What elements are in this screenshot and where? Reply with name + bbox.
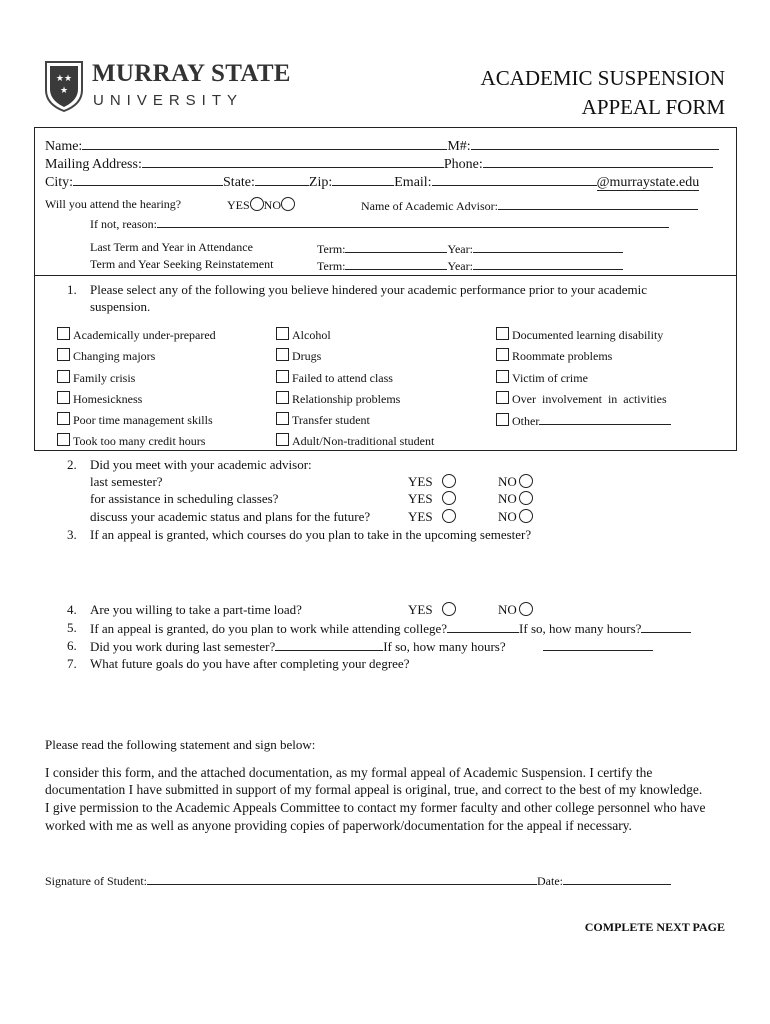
signature-field[interactable] xyxy=(147,872,537,885)
option-label: Relationship problems xyxy=(292,392,401,406)
logo-subtitle: UNIVERSITY xyxy=(93,92,244,109)
q4-no-label: NO xyxy=(498,602,517,617)
svg-text:★: ★ xyxy=(59,86,69,96)
q2-yes-radio[interactable] xyxy=(442,474,456,488)
svg-text:★★: ★★ xyxy=(55,74,73,84)
q7-number: 7. xyxy=(67,656,77,671)
logo-name: MURRAY STATE xyxy=(92,60,291,87)
q2-yes-radio[interactable] xyxy=(442,509,456,523)
q2-yes-radio[interactable] xyxy=(442,491,456,505)
zip-label: Zip: xyxy=(308,175,333,190)
q1-option[interactable] xyxy=(57,391,142,407)
q1-option[interactable] xyxy=(496,412,671,429)
option-label: Transfer student xyxy=(292,413,370,427)
statement-line1: I consider this form, and the attached documentation, as my formal appeal of Academic Suspension. I certify the xyxy=(45,765,653,780)
statement-line4: worked with me as well as anyone providing copies of paperwork/documentation for the appeal if necessary. xyxy=(45,818,632,833)
checkbox[interactable] xyxy=(276,327,289,340)
q5-hours-field[interactable] xyxy=(641,620,691,633)
q5-text: If an appeal is granted, do you plan to work while attending college? xyxy=(90,621,448,636)
seek-term-term-label: Term: xyxy=(317,259,346,273)
complete-next-page: COMPLETE NEXT PAGE xyxy=(584,920,725,934)
email-domain: @murraystate.edu xyxy=(596,175,700,190)
phone-field[interactable] xyxy=(483,155,713,168)
state-label: State: xyxy=(223,175,255,190)
checkbox[interactable] xyxy=(496,370,509,383)
checkbox[interactable] xyxy=(276,348,289,361)
q2-no-radio[interactable] xyxy=(519,491,533,505)
q3-text: If an appeal is granted, which courses do you plan to take in the upcoming semester? xyxy=(90,527,532,542)
q1-option[interactable] xyxy=(496,348,612,364)
q2-number: 2. xyxy=(67,457,77,472)
hearing-yes-label: YES xyxy=(227,198,250,212)
seek-term-field[interactable] xyxy=(345,257,447,270)
q1-text-line1: Please select any of the following you believe hindered your academic performance prior to your academic xyxy=(90,282,647,297)
name-label: Name: xyxy=(45,139,83,154)
option-label: Drugs xyxy=(292,349,322,363)
last-term-year-label: Year: xyxy=(447,242,473,256)
q1-option[interactable] xyxy=(57,327,216,343)
q7-text: What future goals do you have after completing your degree? xyxy=(90,656,410,671)
m-number-label: M#: xyxy=(447,139,471,154)
q1-option[interactable] xyxy=(496,327,663,343)
q1-option[interactable] xyxy=(496,370,588,386)
q1-option[interactable] xyxy=(276,370,393,386)
checkbox[interactable] xyxy=(496,413,509,426)
mailing-address-label: Mailing Address: xyxy=(45,157,142,172)
last-term-label: Last Term and Year in Attendance xyxy=(90,240,253,254)
hearing-no-radio[interactable] xyxy=(281,197,295,211)
q2-yes-label: YES xyxy=(408,491,433,506)
state-field[interactable] xyxy=(255,173,309,186)
q4-yes-label: YES xyxy=(408,602,433,617)
statement-line3: I give permission to the Academic Appeals Committee to contact my former faculty and other college personnel who have xyxy=(45,800,706,815)
q2-item: last semester? xyxy=(90,474,163,489)
email-label: Email: xyxy=(394,175,432,190)
m-number-field[interactable] xyxy=(471,137,719,150)
q1-option[interactable] xyxy=(496,391,667,407)
q4-no-radio[interactable] xyxy=(519,602,533,616)
q2-item: for assistance in scheduling classes? xyxy=(90,491,279,506)
statement-intro: Please read the following statement and sign below: xyxy=(45,737,316,752)
mailing-address-field[interactable] xyxy=(142,155,444,168)
city-field[interactable] xyxy=(73,173,223,186)
last-year-field[interactable] xyxy=(473,240,623,253)
signature-label: Signature of Student: xyxy=(45,874,147,888)
checkbox[interactable] xyxy=(496,348,509,361)
checkbox[interactable] xyxy=(276,391,289,404)
q5-number: 5. xyxy=(67,620,77,635)
statement-line2: documentation I have submitted in support of my formal appeal is original, true, and correct to the best of my knowledge. xyxy=(45,782,703,797)
checkbox[interactable] xyxy=(57,412,70,425)
q6-hours-label: If so, how many hours? xyxy=(383,639,506,654)
option-label: Family crisis xyxy=(73,371,136,385)
form-title-line1: ACADEMIC SUSPENSION xyxy=(480,66,725,90)
q1-text-line2: suspension. xyxy=(90,299,151,314)
checkbox[interactable] xyxy=(57,348,70,361)
q2-yes-label: YES xyxy=(408,509,433,524)
option-label: Poor time management skills xyxy=(73,413,213,427)
q2-no-radio[interactable] xyxy=(519,509,533,523)
email-field[interactable] xyxy=(432,173,597,186)
checkbox[interactable] xyxy=(57,327,70,340)
q5-answer-field[interactable] xyxy=(447,620,519,633)
option-label: Documented learning disability xyxy=(512,328,664,342)
frame-divider xyxy=(34,275,737,276)
q6-hours-field[interactable] xyxy=(543,638,653,651)
q6-answer-field[interactable] xyxy=(275,638,383,651)
hearing-question: Will you attend the hearing? xyxy=(45,197,182,211)
checkbox[interactable] xyxy=(57,370,70,383)
checkbox[interactable] xyxy=(496,391,509,404)
last-term-field[interactable] xyxy=(345,240,447,253)
seek-term-label: Term and Year Seeking Reinstatement xyxy=(90,257,274,271)
q1-option[interactable] xyxy=(276,412,370,428)
option-label: Other xyxy=(512,414,540,428)
checkbox[interactable] xyxy=(276,412,289,425)
zip-field[interactable] xyxy=(332,173,394,186)
q3-number: 3. xyxy=(67,527,77,542)
q2-no-label: NO xyxy=(498,491,517,506)
q1-option[interactable] xyxy=(276,348,321,364)
other-field[interactable] xyxy=(539,412,671,425)
seek-year-field[interactable] xyxy=(473,257,623,270)
q5-hours-label: If so, how many hours? xyxy=(519,621,642,636)
q1-option[interactable] xyxy=(276,391,400,407)
q1-option[interactable] xyxy=(57,412,213,428)
form-title-line2: APPEAL FORM xyxy=(581,95,725,119)
option-label: Changing majors xyxy=(73,349,156,363)
reason-field[interactable] xyxy=(157,215,669,228)
q2-no-label: NO xyxy=(498,509,517,524)
checkbox[interactable] xyxy=(57,391,70,404)
option-label: Victim of crime xyxy=(512,371,588,385)
q2-no-radio[interactable] xyxy=(519,474,533,488)
date-field[interactable] xyxy=(563,872,671,885)
option-label: Homesickness xyxy=(73,392,143,406)
q1-option[interactable] xyxy=(57,348,155,364)
option-label: Academically under-prepared xyxy=(73,328,216,342)
hearing-yes-radio[interactable] xyxy=(250,197,264,211)
q4-text: Are you willing to take a part-time load? xyxy=(90,602,302,617)
q1-option[interactable] xyxy=(276,327,331,343)
q1-option[interactable] xyxy=(276,433,434,449)
option-label: Failed to attend class xyxy=(292,371,393,385)
option-label: Over involvement in activities xyxy=(512,392,667,406)
checkbox[interactable] xyxy=(276,370,289,383)
hearing-no-label: NO xyxy=(263,198,282,212)
city-label: City: xyxy=(45,175,74,190)
option-label: Roommate problems xyxy=(512,349,613,363)
reason-label: If not, reason: xyxy=(90,217,157,231)
q1-number: 1. xyxy=(67,282,77,297)
date-label: Date: xyxy=(537,874,563,888)
q2-no-label: NO xyxy=(498,474,517,489)
checkbox[interactable] xyxy=(496,327,509,340)
q4-yes-radio[interactable] xyxy=(442,602,456,616)
option-label: Took too many credit hours xyxy=(73,434,206,448)
q2-item: discuss your academic status and plans for the future? xyxy=(90,509,371,524)
advisor-field[interactable] xyxy=(498,197,698,210)
checkbox[interactable] xyxy=(57,433,70,446)
option-label: Adult/Non-traditional student xyxy=(292,434,435,448)
checkbox[interactable] xyxy=(276,433,289,446)
q6-number: 6. xyxy=(67,638,77,653)
phone-label: Phone: xyxy=(443,157,483,172)
option-label: Alcohol xyxy=(292,328,331,342)
q4-number: 4. xyxy=(67,602,77,617)
advisor-label: Name of Academic Advisor: xyxy=(361,199,498,213)
shield-icon xyxy=(44,60,84,112)
last-term-term-label: Term: xyxy=(317,242,346,256)
name-field[interactable] xyxy=(82,137,447,150)
q2-yes-label: YES xyxy=(408,474,433,489)
q2-text: Did you meet with your academic advisor: xyxy=(90,457,312,472)
q1-option[interactable] xyxy=(57,370,135,386)
q1-option[interactable] xyxy=(57,433,205,449)
seek-term-year-label: Year: xyxy=(447,259,473,273)
q6-text: Did you work during last semester? xyxy=(90,639,276,654)
university-logo xyxy=(44,60,314,116)
